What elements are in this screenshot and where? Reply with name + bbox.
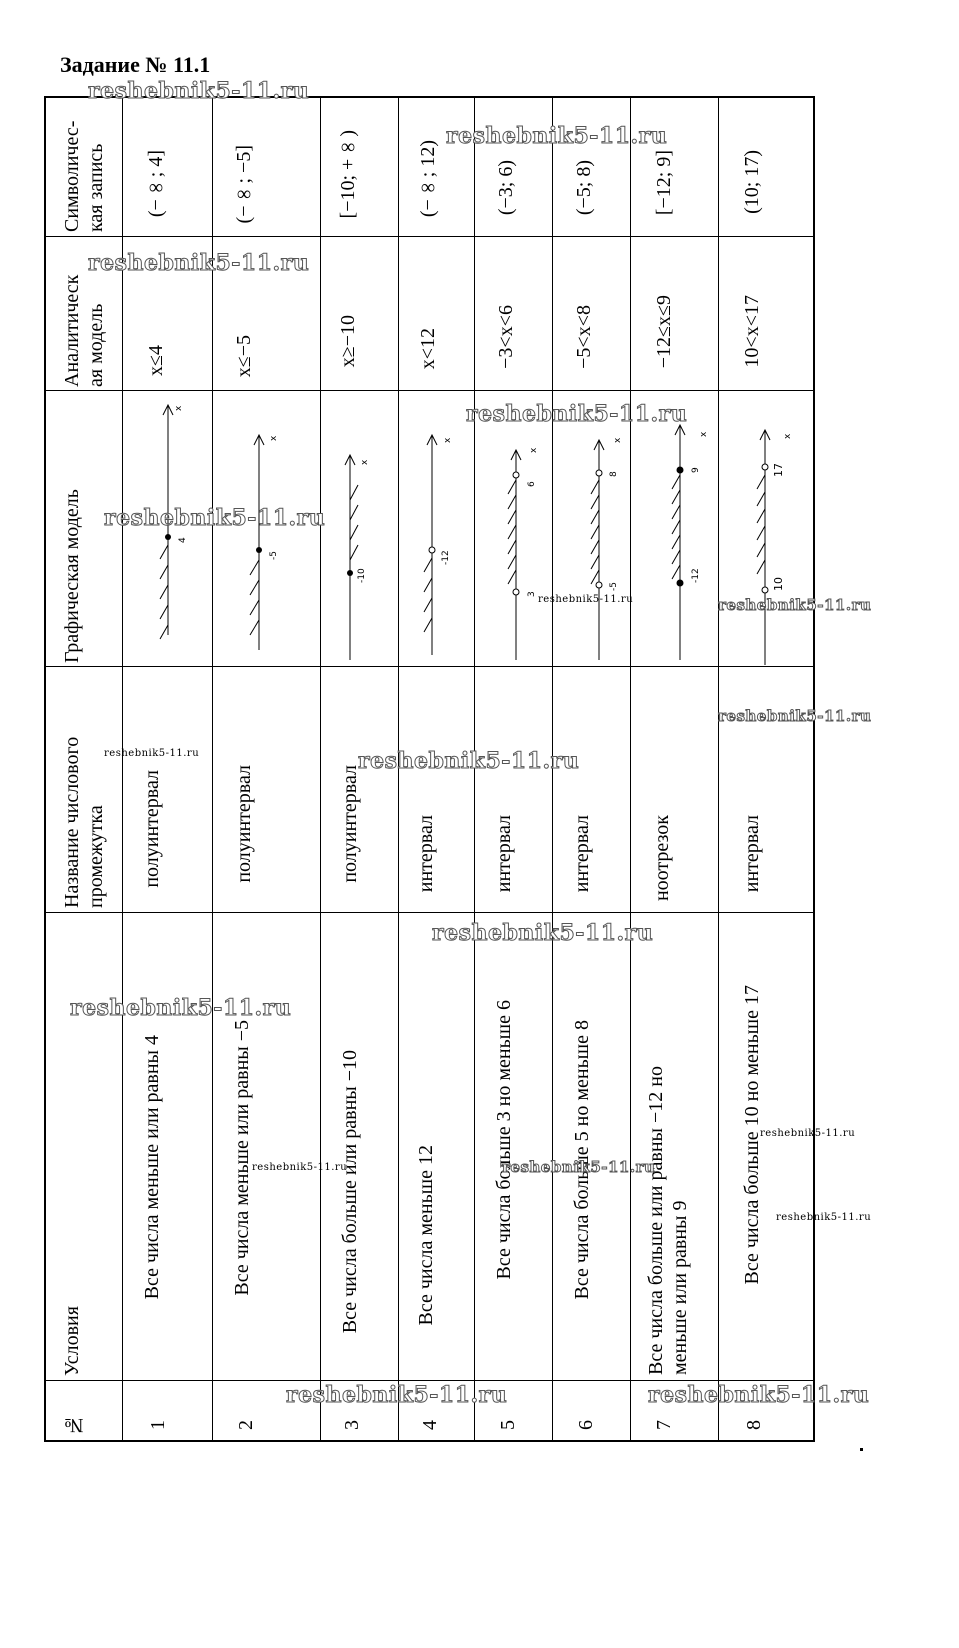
table-border — [718, 96, 719, 1441]
watermark: reshebnik5-11.ru — [718, 596, 872, 614]
table-border — [44, 1440, 815, 1442]
row-8-symbolic: (10; 17) — [741, 150, 763, 214]
row-7-condition: Все числа больше или равны −12 но меньше или равны 9 — [645, 1066, 691, 1375]
table-border — [122, 96, 123, 1441]
svg-text:6: 6 — [527, 481, 537, 487]
row-3-condition: Все числа больше или равны −10 — [339, 1050, 361, 1334]
row-4-number: 4 — [419, 1420, 441, 1430]
table-border — [44, 96, 46, 1441]
row-7-symbolic: [−12; 9] — [653, 150, 675, 216]
row-6-condition: Все числа больше 5 но меньше 8 — [571, 1020, 593, 1300]
row-2-symbolic: (−∞; −5] — [233, 145, 255, 224]
header-name: Название числового промежутка — [61, 736, 107, 908]
row-1-name: полуинтервал — [141, 770, 163, 888]
row-1-number: 1 — [147, 1420, 169, 1430]
watermark: reshebnik5-11.ru — [466, 401, 688, 427]
number-line-graph-3 — [322, 395, 397, 665]
header-analytic: Аналитическ ая модель — [61, 274, 107, 387]
row-4-analytic: x<12 — [417, 328, 439, 370]
svg-text:x: x — [783, 433, 793, 439]
watermark: reshebnik5-11.ru — [104, 505, 326, 531]
row-7-number: 7 — [653, 1420, 675, 1430]
row-5-analytic: −3<x<6 — [495, 305, 517, 369]
point-label: 4 — [178, 537, 188, 543]
header-number: № — [63, 1414, 85, 1436]
svg-text:x: x — [699, 431, 709, 437]
row-1-symbolic: (−∞; 4] — [145, 150, 167, 218]
row-8-analytic: 10<x<17 — [741, 295, 763, 368]
page-title: Задание № 11.1 — [60, 52, 211, 77]
number-line-graph-4 — [400, 395, 473, 665]
watermark: reshebnik5-11.ru — [446, 123, 668, 149]
row-7-analytic: −12≤x≤9 — [653, 295, 675, 369]
row-8-name: интервал — [741, 815, 763, 893]
svg-text:x: x — [529, 447, 539, 453]
svg-text:x: x — [360, 459, 370, 465]
svg-text:x: x — [443, 437, 453, 443]
row-6-symbolic: (−5; 8) — [573, 160, 595, 216]
table-border — [630, 96, 631, 1441]
row-7-name: ноотрезок — [651, 815, 673, 902]
svg-text:-12: -12 — [691, 568, 701, 583]
number-line-graph-6 — [554, 395, 629, 665]
watermark: reshebnik5-11.ru — [776, 1212, 872, 1223]
row-6-analytic: −5<x<8 — [573, 305, 595, 369]
watermark: reshebnik5-11.ru — [718, 707, 872, 725]
stray-dot — [860, 1448, 863, 1451]
svg-text:17: 17 — [772, 463, 785, 477]
number-line-graph-5 — [476, 395, 551, 665]
row-5-symbolic: (−3; 6) — [495, 160, 517, 216]
row-1-analytic: x≤4 — [145, 345, 167, 376]
table-border — [212, 96, 213, 1441]
header-graphic: Графическая модель — [61, 489, 83, 663]
row-6-number: 6 — [575, 1420, 597, 1430]
row-1-condition: Все числа меньше или равны 4 — [141, 1035, 163, 1300]
row-4-condition: Все числа меньше 12 — [415, 1145, 437, 1326]
watermark: reshebnik5-11.ru — [760, 1128, 856, 1139]
table-border — [44, 666, 815, 667]
svg-text:x: x — [613, 437, 623, 443]
watermark: reshebnik5-11.ru — [70, 995, 292, 1021]
table-border — [44, 390, 815, 391]
row-8-number: 8 — [743, 1420, 765, 1430]
svg-text:10: 10 — [772, 577, 785, 591]
svg-text:-5: -5 — [269, 551, 279, 560]
watermark: reshebnik5-11.ru — [538, 594, 634, 605]
number-line-graph-7 — [632, 395, 717, 665]
number-line-graph-8 — [720, 395, 812, 665]
watermark: reshebnik5-11.ru — [88, 250, 310, 276]
row-4-symbolic: (−∞; 12) — [417, 140, 439, 218]
row-6-name: интервал — [571, 815, 593, 893]
row-2-condition: Все числа меньше или равны −5 — [231, 1020, 253, 1296]
header-conditions: Условия — [61, 1306, 83, 1376]
table-border — [44, 1380, 815, 1381]
row-3-analytic: x≥−10 — [337, 315, 359, 368]
axis-label: x — [174, 405, 184, 411]
table-border — [44, 912, 815, 913]
row-2-number: 2 — [235, 1420, 257, 1430]
row-3-name: полуинтервал — [339, 765, 361, 883]
row-5-condition: Все числа больше 3 но меньше 6 — [493, 1000, 515, 1280]
row-2-name: полуинтервал — [233, 765, 255, 883]
header-symbolic: Символичес- кая запись — [61, 120, 107, 232]
watermark: reshebnik5-11.ru — [286, 1382, 508, 1408]
watermark: reshebnik5-11.ru — [104, 748, 200, 759]
watermark: reshebnik5-11.ru — [648, 1382, 870, 1408]
svg-text:3: 3 — [527, 591, 537, 597]
svg-text:-5: -5 — [609, 582, 619, 591]
row-3-number: 3 — [341, 1420, 363, 1430]
row-5-name: интервал — [493, 815, 515, 893]
table-border — [320, 96, 321, 1441]
row-5-number: 5 — [497, 1420, 519, 1430]
svg-text:x: x — [269, 435, 279, 441]
row-2-analytic: x≤−5 — [233, 335, 255, 378]
row-3-symbolic: [−10; +∞) — [337, 130, 359, 219]
watermark: reshebnik5-11.ru — [502, 1158, 656, 1176]
watermark: reshebnik5-11.ru — [432, 920, 654, 946]
row-8-condition: Все числа больше 10 но меньше 17 — [741, 985, 763, 1285]
table-border — [44, 236, 815, 237]
svg-text:-10: -10 — [357, 568, 367, 583]
watermark: reshebnik5-11.ru — [358, 748, 580, 774]
svg-text:8: 8 — [609, 471, 619, 477]
svg-text:9: 9 — [691, 467, 701, 473]
svg-text:-12: -12 — [441, 550, 451, 565]
table-border — [813, 96, 815, 1441]
watermark: reshebnik5-11.ru — [252, 1162, 348, 1173]
row-4-name: интервал — [415, 815, 437, 893]
watermark: reshebnik5-11.ru — [88, 78, 310, 104]
